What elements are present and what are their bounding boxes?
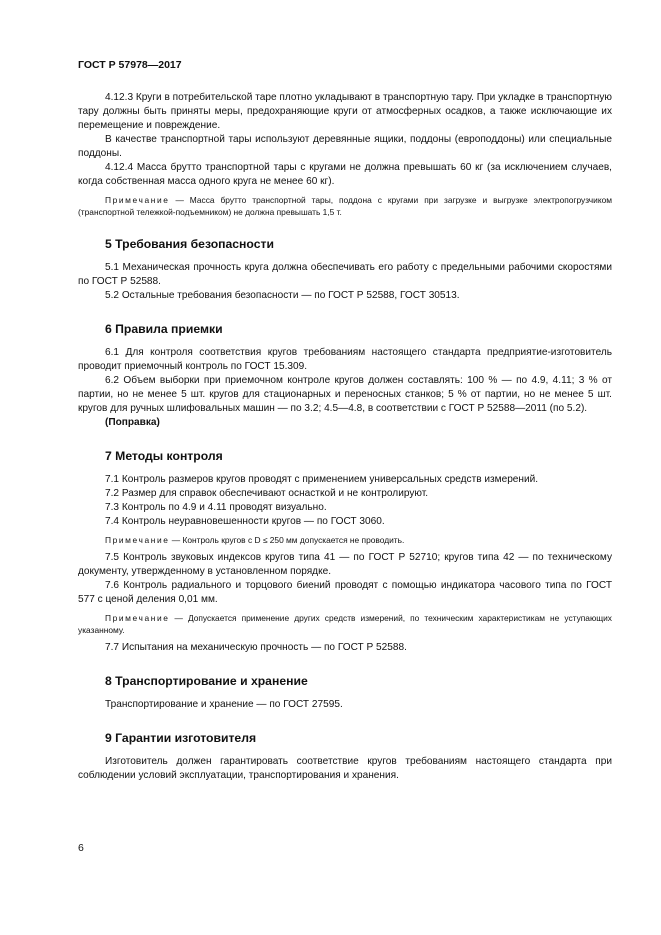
section-5-heading: 5 Требования безопасности [105, 237, 274, 251]
paragraph-5-2: 5.2 Остальные требования безопасности — по ГОСТ Р 52588, ГОСТ 30513. [105, 290, 460, 301]
paragraph-6-1: 6.1 Для контроля соответствия кругов требованиям настоящего стандарта предприятие-изготовитель проводит приемочный контроль по ГОСТ 15.309. [78, 347, 612, 372]
paragraph-7-6: 7.6 Контроль радиального и торцового биений проводят с помощью индикатора часового типа по ГОСТ 577 с ценой деления 0,01 мм. [78, 580, 612, 605]
note-gross-mass [78, 194, 612, 218]
paragraph-7-3: 7.3 Контроль по 4.9 и 4.11 проводят визуально. [105, 502, 327, 513]
paragraph-7-7: 7.7 Испытания на механическую прочность — по ГОСТ Р 52588. [105, 642, 407, 653]
paragraph-6-2: 6.2 Объем выборки при приемочном контроле кругов должен составлять: 100 % — по 4.9, 4.11; 3 % от партии, но не менее 5 шт. кругов для стационарных и переносных станков; 5 % от партии, но не менее 5 шт. кругов для ручных шлифовальных машин — по 3.2; 4.5—4.8, в соответствии с ГОСТ Р 52588—2011 (по 5.2). [78, 375, 612, 414]
section-6-heading: 6 Правила приемки [105, 322, 223, 336]
paragraph-7-2: 7.2 Размер для справок обеспечивают оснасткой и не контролируют. [105, 488, 429, 499]
page-body [78, 91, 612, 783]
section-8-heading: 8 Транспортирование и хранение [105, 674, 308, 688]
section-9-heading: 9 Гарантии изготовителя [105, 731, 257, 745]
page-number: 6 [78, 842, 84, 854]
document-header: ГОСТ Р 57978—2017 [78, 59, 182, 71]
note-unbalance [78, 534, 612, 546]
paragraph-7-1: 7.1 Контроль размеров кругов проводят с применением универсальных средств измерений. [105, 474, 539, 485]
note-text: — Допускается применение других средств измерений, по техническим характеристикам не уступающих указанному. [78, 613, 612, 635]
note-label: Примечание [105, 195, 170, 205]
note-text: — Контроль кругов с D ≤ 250 мм допускается не проводить. [169, 535, 405, 545]
section-7-heading: 7 Методы контроля [105, 449, 223, 463]
paragraph-4-12-4: 4.12.4 Масса брутто транспортной тары с кругами не должна превышать 60 кг (за исключением случаев, когда собственная масса одного круга не менее 60 кг). [78, 162, 612, 187]
correction-mark: (Поправка) [105, 417, 160, 428]
paragraph-5-1: 5.1 Механическая прочность круга должна обеспечивать его работу с предельными рабочими скоростями по ГОСТ Р 52588. [78, 262, 612, 287]
paragraph-7-5: 7.5 Контроль звуковых индексов кругов типа 41 — по ГОСТ Р 52710; кругов типа 42 — по техническому документу, утвержденному в установленном порядке. [78, 552, 612, 577]
note-text: — Масса брутто транспортной тары, поддона с кругами при загрузке и выгрузке электропогрузчиком (транспортной тележкой-подъемником) не должна превышать 1,5 т. [78, 195, 612, 217]
paragraph-7-4: 7.4 Контроль неуравновешенности кругов — по ГОСТ 3060. [105, 516, 385, 527]
paragraph-9: Изготовитель должен гарантировать соответствие кругов требованиям настоящего стандарта при соблюдении условий эксплуатации, транспортирования и хранения. [78, 756, 612, 781]
paragraph-4-12-3: 4.12.3 Круги в потребительской таре плотно укладывают в транспортную тару. При укладке в транспортную тару должны быть приняты меры, предохраняющие круги от атмосферных осадков, а также исключающие их перемещение и повреждение. [78, 92, 612, 131]
note-measuring-tools [78, 612, 612, 636]
note-label: Примечание [105, 535, 170, 545]
paragraph-transport-tare: В качестве транспортной тары используют деревянные ящики, поддоны (европоддоны) или специальные поддоны. [78, 134, 612, 159]
paragraph-8: Транспортирование и хранение — по ГОСТ 27595. [105, 699, 343, 710]
note-label: Примечание [105, 613, 170, 623]
